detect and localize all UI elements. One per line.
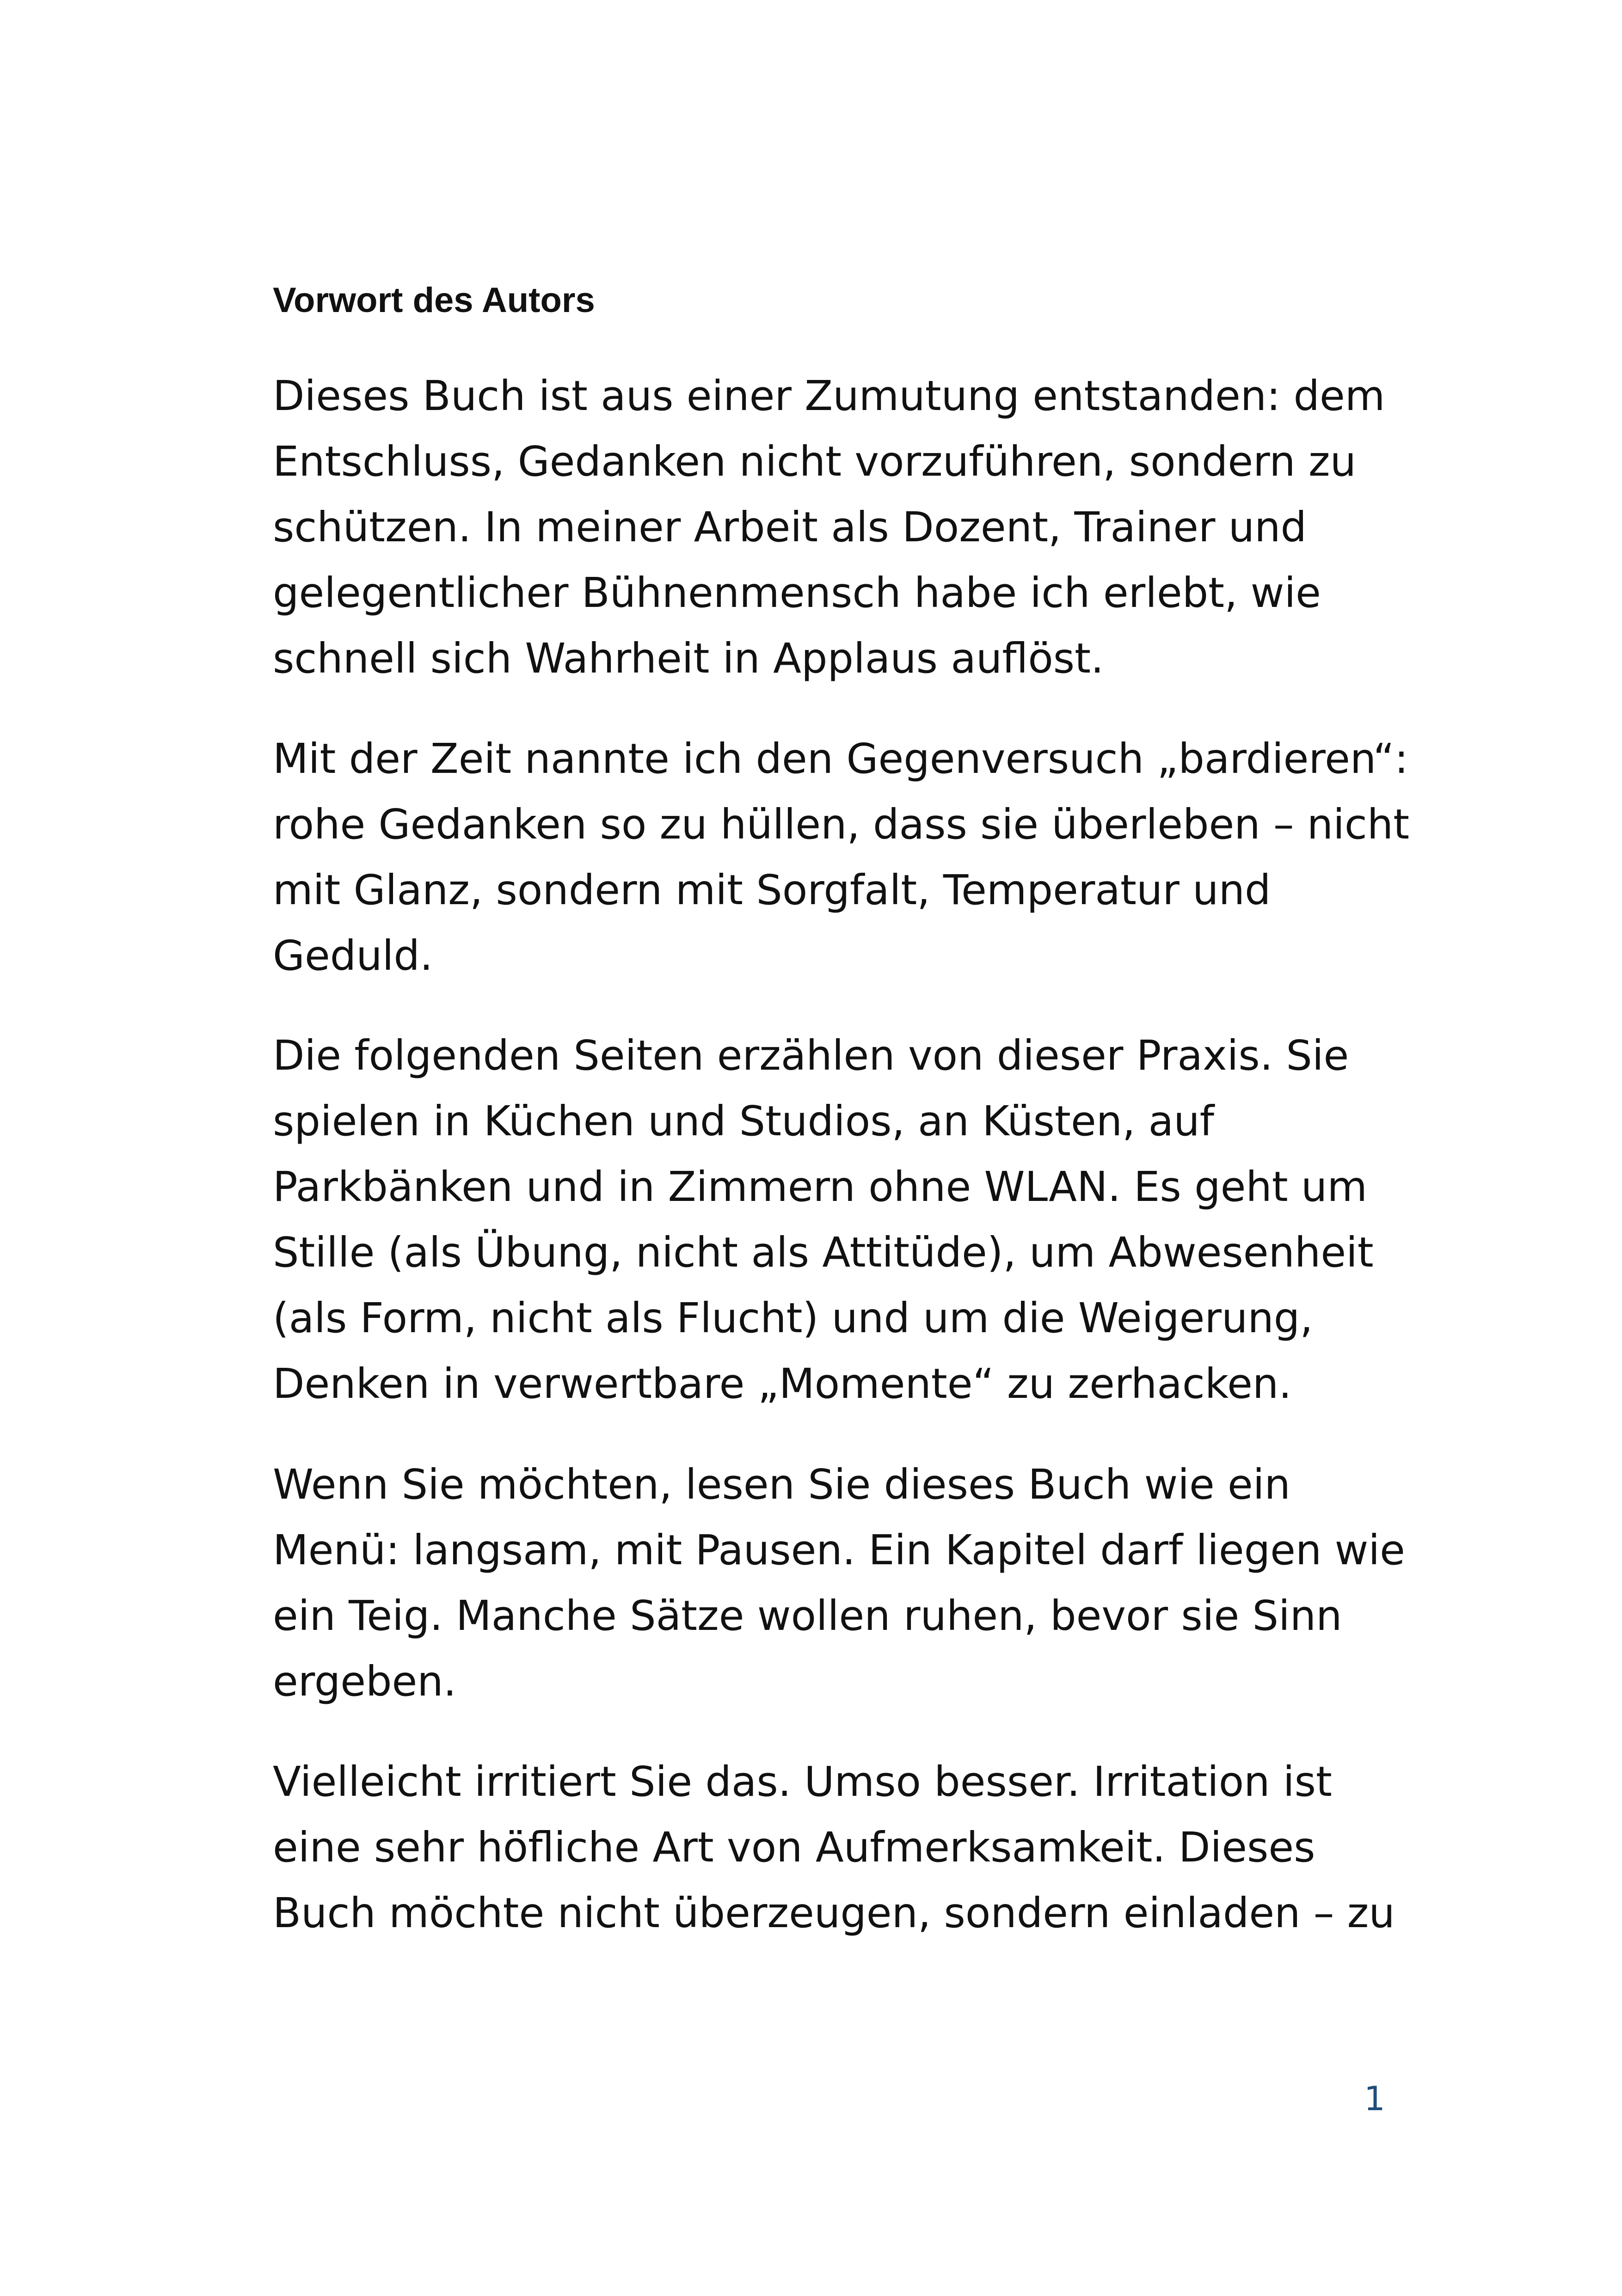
text-line: Parkbänken und in Zimmern ohne WLAN. Es geht um [273, 1163, 1368, 1211]
text-line: Mit der Zeit nannte ich den Gegenversuch „bardieren“: [273, 735, 1408, 783]
paragraph-5 [273, 1749, 1395, 1946]
text-line: Denken in verwertbare „Momente“ zu zerhacken. [273, 1359, 1292, 1408]
text-line: Wenn Sie möchten, lesen Sie dieses Buch wie ein [273, 1460, 1290, 1508]
text-line: (als Form, nicht als Flucht) und um die Weigerung, [273, 1294, 1313, 1342]
text-line: ein Teig. Manche Sätze wollen ruhen, bevor sie Sinn [273, 1592, 1342, 1640]
paragraph-2 [273, 726, 1409, 988]
text-line: rohe Gedanken so zu hüllen, dass sie überleben – nicht [273, 800, 1410, 848]
paragraph-3 [273, 1022, 1374, 1416]
page-number: 1 [1364, 2079, 1385, 2118]
page-heading: Vorwort des Autors [273, 281, 595, 320]
text-line: Buch möchte nicht überzeugen, sondern einladen – zu [273, 1889, 1395, 1937]
text-line: Vielleicht irritiert Sie das. Umso besser. Irritation ist [273, 1757, 1332, 1806]
text-line: ergeben. [273, 1657, 456, 1705]
text-line: Die folgenden Seiten erzählen von dieser Praxis. Sie [273, 1031, 1349, 1079]
text-line: Dieses Buch ist aus einer Zumutung entstanden: dem [273, 372, 1385, 420]
text-line: gelegentlicher Bühnenmensch habe ich erlebt, wie [273, 569, 1321, 617]
paragraph-4 [273, 1451, 1405, 1714]
text-line: schnell sich Wahrheit in Applaus auflöst. [273, 634, 1104, 682]
text-line: Entschluss, Gedanken nicht vorzuführen, sondern zu [273, 437, 1357, 485]
paragraph-1 [273, 363, 1385, 691]
text-line: eine sehr höfliche Art von Aufmerksamkeit. Dieses [273, 1823, 1315, 1871]
text-line: schützen. In meiner Arbeit als Dozent, Trainer und [273, 503, 1307, 551]
text-line: Geduld. [273, 931, 433, 980]
text-line: mit Glanz, sondern mit Sorgfalt, Temperatur und [273, 866, 1271, 914]
text-line: spielen in Küchen und Studios, an Küsten, auf [273, 1097, 1214, 1145]
text-line: Menü: langsam, mit Pausen. Ein Kapitel darf liegen wie [273, 1526, 1405, 1574]
text-line: Stille (als Übung, nicht als Attitüde), um Abwesenheit [273, 1228, 1374, 1276]
